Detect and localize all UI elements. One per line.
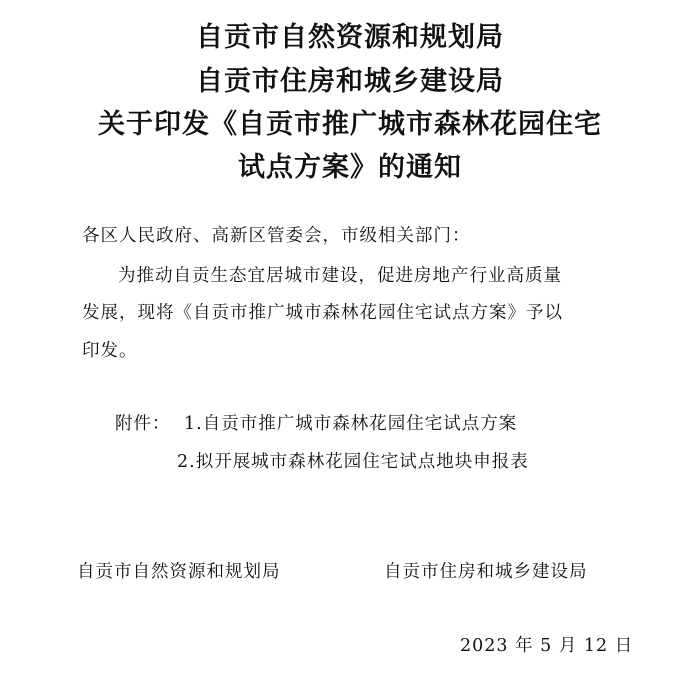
- body-line-2: 发展，现将《自贡市推广城市森林花园住宅试点方案》予以: [82, 303, 563, 323]
- body-line-3: 印发。: [82, 341, 138, 361]
- issuer-2: 自贡市住房和城乡建设局: [384, 562, 588, 582]
- attachment-item-2: 2.拟开展城市森林花园住宅试点地块申报表: [177, 452, 529, 472]
- salutation: 各区人民政府、高新区管委会，市级相关部门：: [82, 226, 471, 246]
- attachments-label: 附件：: [115, 414, 171, 434]
- issue-date: 2023 年 5 月 12 日: [460, 636, 634, 656]
- issuer-1: 自贡市自然资源和规划局: [77, 562, 281, 582]
- title-line-2: 自贡市住房和城乡建设局: [196, 66, 504, 97]
- attachment-item-1: 1.自贡市推广城市森林花园住宅试点方案: [184, 414, 518, 434]
- title-line-3: 关于印发《自贡市推广城市森林花园住宅: [98, 109, 602, 140]
- title-line-1: 自贡市自然资源和规划局: [196, 22, 504, 53]
- body-line-1: 为推动自贡生态宜居城市建设，促进房地产行业高质量: [118, 266, 562, 286]
- title-line-4: 试点方案》的通知: [238, 152, 462, 183]
